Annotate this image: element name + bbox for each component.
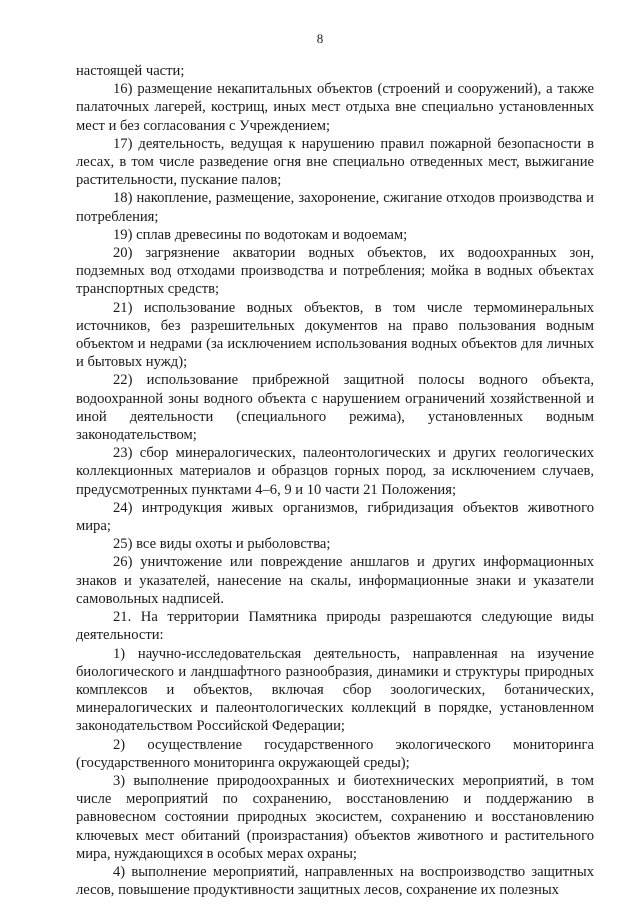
paragraph-item-24: 24) интродукция живых организмов, гибридизация объектов животного мира; (76, 499, 594, 535)
paragraph-item-21: 21) использование водных объектов, в том числе термоминеральных источников, без разрешительных документов на право пользования водным объектом и недрами (за исключением использования водных объектов для личных и бытовых нужд); (76, 299, 594, 371)
paragraph-allowed-4: 4) выполнение мероприятий, направленных на воспроизводство защитных лесов, повышение продуктивности защитных лесов, сохранение их полезных (76, 863, 594, 899)
paragraph-item-16: 16) размещение некапитальных объектов (строений и сооружений), а также палаточных лагерей, кострищ, иных мест отдыха вне специально установленных мест и без согласования с Учреждением; (76, 81, 594, 134)
paragraph-item-22: 22) использование прибрежной защитной полосы водного объекта, водоохранной зоны водного объекта с нарушением ограничений хозяйственной и иной деятельности (специального режима), установленных водным законодательством; (76, 372, 594, 444)
paragraph-allowed-1: 1) научно-исследовательская деятельность, направленная на изучение биологического и ландшафтного разнообразия, динамики и структуры природных комплексов и объектов, включая сбор зоологических, ботанических, минералогических и палеонтологических коллекций в порядке, установленном законодательством Российской Федерации; (76, 645, 594, 735)
paragraph-item-17: 17) деятельность, ведущая к нарушению правил пожарной безопасности в лесах, в том числе разведение огня вне специально отведенных мест, выжигание растительности, пускание палов; (76, 135, 594, 189)
paragraph-item-23: 23) сбор минералогических, палеонтологических и других геологических коллекционных материалов и образцов горных пород, за исключением случаев, предусмотренных пунктами 4–6, 9 и 10 части 21 Положения; (76, 445, 594, 498)
document-body (76, 62, 594, 899)
paragraph-item-18: 18) накопление, размещение, захоронение, сжигание отходов производства и потребления; (76, 190, 594, 225)
paragraph-allowed-2: 2) осуществление государственного экологического мониторинга (государственного мониторинга окружающей среды); (76, 736, 594, 771)
paragraph-item-19: 19) сплав древесины по водотокам и водоемам; (113, 226, 408, 243)
paragraph-continuation: настоящей части; (76, 63, 185, 79)
paragraph-item-25: 25) все виды охоты и рыболовства; (113, 536, 331, 553)
paragraph-item-20: 20) загрязнение акватории водных объектов, их водоохранных зон, подземных вод отходами производства и потребления; мойка в водных объектах транспортных средств; (76, 245, 594, 298)
page-number: 8 (316, 31, 324, 46)
section-21-heading: 21. На территории Памятника природы разрешаются следующие виды деятельности: (76, 609, 594, 644)
paragraph-item-26: 26) уничтожение или повреждение аншлагов и других информационных знаков и указателей, нанесение на скалы, информационные знаки и указатели самовольных надписей. (76, 554, 594, 607)
paragraph-allowed-3: 3) выполнение природоохранных и биотехнических мероприятий, в том числе мероприятий по сохранению, восстановлению и поддержанию в равновесном состоянии природных экосистем, сохранению и восстановлению ключевых мест обитаний (произрастания) объектов животного и растительного мира, нуждающихся в особых мерах охраны; (76, 772, 594, 862)
